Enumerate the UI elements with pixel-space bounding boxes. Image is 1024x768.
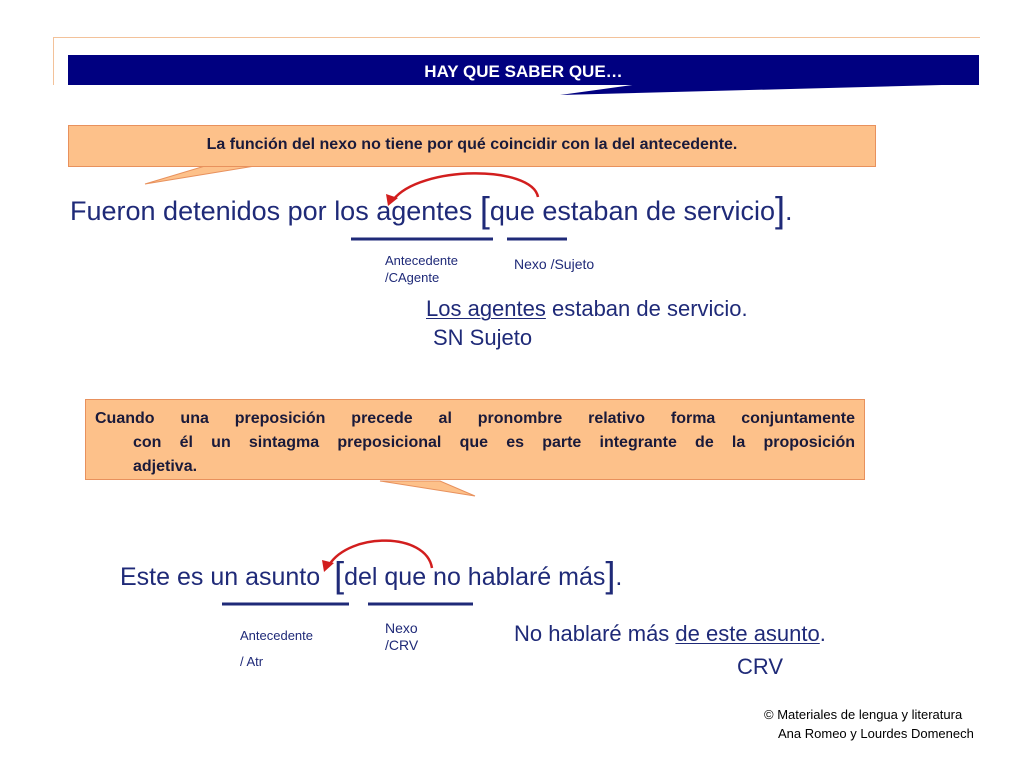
paraphrase-2-period: . [819,621,826,646]
paraphrase-2 [514,621,826,647]
note-callout-2-line3: adjetiva. [133,458,198,475]
callout2-tail [380,481,475,496]
sentence-2-antecedent: un asunto [210,563,321,591]
example-sentence-1 [70,189,793,230]
label-nexo-2 [385,620,418,654]
copyright-credit [764,705,974,743]
note-callout-2-line2: con él un sintagma preposicional que es parte integrante de la proposición [133,434,855,451]
credit-line1: © Materiales de lengua y literatura [764,707,963,722]
paraphrase-2-underlined: de este asunto [675,621,820,646]
sentence-1-open-bracket: [ [479,189,490,230]
sentence-1-close-bracket: ] [775,189,786,230]
credit-line2: Ana Romeo y Lourdes Domenech [778,726,974,741]
label-antecedent-2-top: Antecedente [240,628,314,643]
banner-tail [560,84,980,95]
paraphrase-2-function: CRV [737,654,784,679]
paraphrase-1-rest: estaban de servicio. [545,296,748,321]
label-antecedent-1 [385,252,458,286]
label-antecedent-1-line2: /CAgente [385,270,440,285]
sentence-1-antecedent: los agentes [334,196,473,226]
paraphrase-2-start: No hablaré más [514,621,676,646]
sentence-1-start: Fueron detenidos por [70,196,335,226]
label-nexo-1: Nexo /Sujeto [514,256,595,272]
paraphrase-1 [426,296,748,322]
label-nexo-2-line1: Nexo [385,620,418,636]
sentence-2-close-bracket: ] [605,554,616,595]
label-nexo-2-line2: /CRV [385,637,419,653]
sentence-2-space [320,563,334,591]
label-antecedent-1-line1: Antecedente [385,253,459,268]
paraphrase-1-underlined: Los agentes [426,296,546,321]
example-sentence-2 [120,554,623,595]
sentence-1-rest: estaban de servicio [534,196,776,226]
note-callout-2 [85,399,865,480]
sentence-2-start: Este es [120,563,211,591]
banner-title: HAY QUE SABER QUE… [424,62,623,81]
sentence-1-period: . [785,196,793,226]
label-antecedent-2-bottom: / Atr [240,654,264,669]
sentence-2-period: . [615,563,623,591]
sentence-2-nexo: del que [344,563,427,591]
callout1-tail [145,166,255,184]
note-callout-1 [68,125,876,167]
sentence-2-rest: no hablaré más [426,563,606,591]
paraphrase-1-function: SN Sujeto [433,325,533,350]
sentence-2-open-bracket: [ [334,554,345,595]
note-callout-1-text: La función del nexo no tiene por qué coincidir con la del antecedente. [206,136,738,153]
note-callout-2-line1: Cuando una preposición precede al pronombre relativo forma conjuntamente [95,410,855,427]
sentence-1-space [472,196,480,226]
sentence-1-nexo: que [489,196,535,226]
